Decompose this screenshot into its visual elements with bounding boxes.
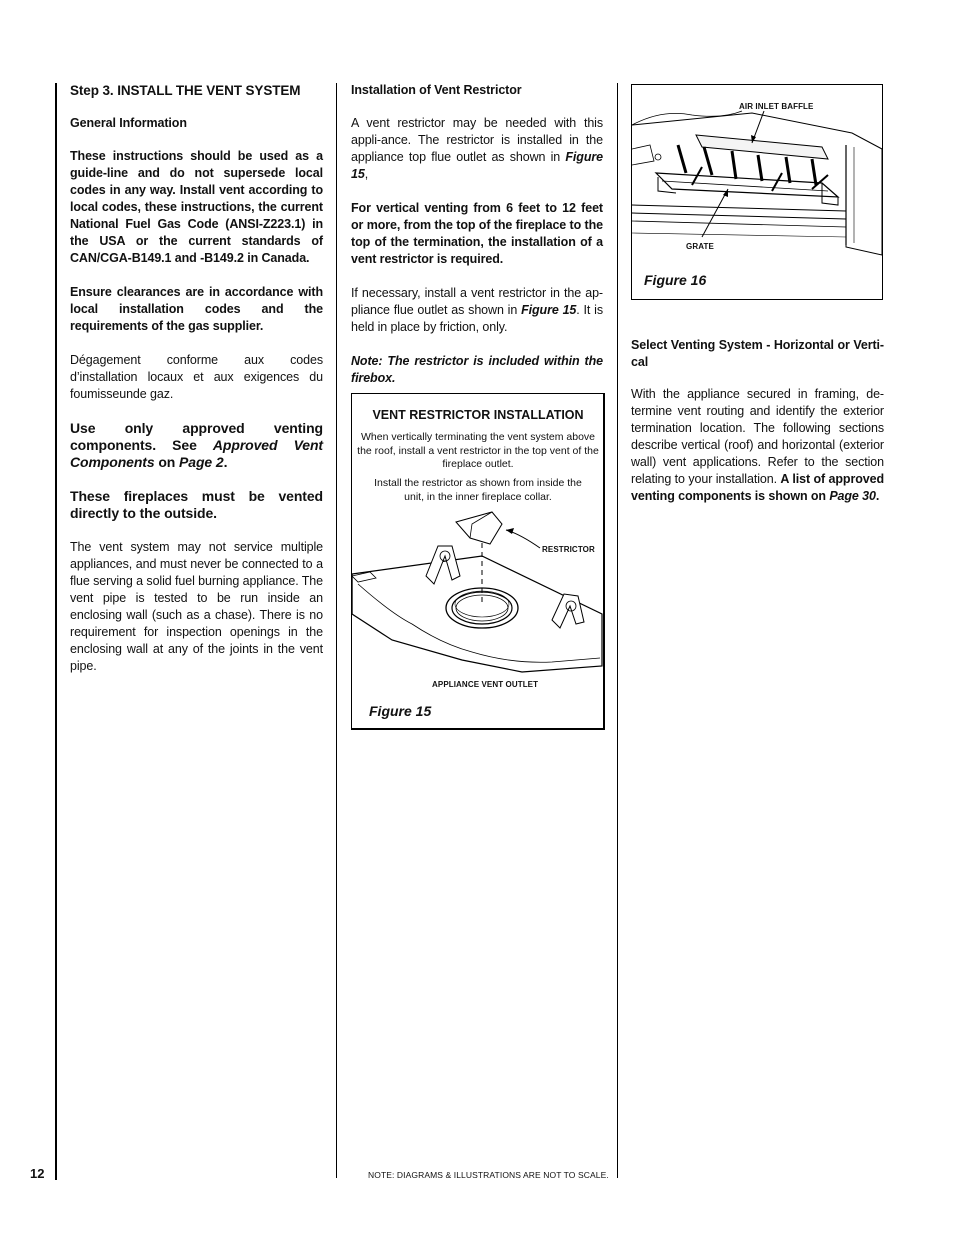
restrictor-paragraph-1 <box>351 115 603 183</box>
restrictor-label: RESTRICTOR <box>542 545 595 554</box>
figure-16-box <box>631 84 883 300</box>
venting-end: . <box>875 489 880 503</box>
para2-text: If necessary, install a vent restrictor in the ap-pliance flue outlet as shown in <box>351 286 603 317</box>
figure-15-link-2[interactable]: Figure 15 <box>521 303 577 317</box>
step-heading: Step 3. INSTALL THE VENT SYSTEM <box>70 83 301 98</box>
column-1 <box>70 82 323 692</box>
figure-15-link-1[interactable]: Figure 15 <box>351 150 603 181</box>
vent-system-paragraph: The vent system may not service multiple appliances, and must never be connected to a flue serving a solid fuel burning appliance. The vent pipe is tested to be run inside an enclosing wall (such as a chase). There is no requirement for inspection openings in the enclosing wall at any of the joints in the vent pipe. <box>70 540 323 673</box>
para1-text: A vent restrictor may be needed with this appli-ance. The restrictor is installed in the appliance top flue outlet as shown in <box>351 116 603 164</box>
grate-label: GRATE <box>686 242 714 251</box>
para2-end: . It is held in place by friction, only. <box>351 303 603 334</box>
venting-text: With the appliance secured in framing, de-termine vent routing and identify the exterior termination location. The following sections describe vertical (roof) and horizontal (exterior wall) vent applications. Refer to the section relating to your installation. <box>631 387 884 486</box>
page-number: 12 <box>30 1166 45 1181</box>
page-30-link[interactable]: Page 30 <box>829 489 876 503</box>
column-2 <box>351 82 603 404</box>
venting-bold-text: A list of approved venting components is shown on <box>631 472 884 503</box>
venting-system-heading: Select Venting System - Horizontal or Verti-cal <box>631 338 884 369</box>
column-3 <box>631 337 884 522</box>
grate-illustration <box>632 85 882 299</box>
venting-system-paragraph <box>631 386 884 505</box>
figure-15-text-1: When vertically terminating the vent system above the roof, install a vent restrictor in the top vent of the fireplace outlet. <box>357 431 599 470</box>
page-2-link[interactable]: Page 2 <box>179 454 224 470</box>
left-margin-rule <box>55 83 57 1180</box>
approved-components-paragraph <box>70 420 323 471</box>
figure-15-text-2: Install the restrictor as shown from inside the unit, in the inner fireplace collar. <box>374 477 582 503</box>
vent-outlet-illustration <box>352 494 604 694</box>
figure-15-caption: Figure 15 <box>369 703 432 719</box>
column-divider-1 <box>336 83 337 1178</box>
figure-15-title: VENT RESTRICTOR INSTALLATION <box>372 408 584 422</box>
vented-outside-paragraph: These fireplaces must be vented directly to the outside. <box>70 488 323 521</box>
french-paragraph: Dégagement conforme aux codes d’installation locaux et aux exigences du foumisseunde gaz. <box>70 353 323 401</box>
general-info-heading: General Information <box>70 116 187 130</box>
air-inlet-baffle-label: AIR INLET BAFFLE <box>739 102 814 111</box>
not-to-scale-note: NOTE: DIAGRAMS & ILLUSTRATIONS ARE NOT TO SCALE. <box>368 1170 609 1180</box>
restrictor-heading: Installation of Vent Restrictor <box>351 83 522 97</box>
figure-16-caption: Figure 16 <box>644 272 707 288</box>
para1-end: , <box>364 167 369 181</box>
vertical-venting-paragraph: For vertical venting from 6 feet to 12 feet or more, from the top of the fireplace to the top of the termination, the installation of a vent restrictor is required. <box>351 201 603 266</box>
figure-15-box <box>351 393 605 730</box>
restrictor-note: Note: The restrictor is included within the firebox. <box>351 354 603 385</box>
column-divider-2 <box>617 83 618 1178</box>
codes-paragraph: These instructions should be used as a guide-line and do not supersede local codes in any way. Install vent according to local codes, these instructions, the current National Fuel Gas Code (ANSI-Z223.1) in the USA or the current standards of CAN/CGA-B149.1 and -B149.2 in Canada. <box>70 149 323 265</box>
approved-components-link[interactable]: Approved Vent Components <box>70 437 323 470</box>
approved-prefix: Use only approved venting components. See <box>70 420 323 453</box>
approved-mid: on <box>154 454 180 470</box>
restrictor-paragraph-2 <box>351 285 603 336</box>
clearances-paragraph: Ensure clearances are in accordance with local installation codes and the requirements of the gas supplier. <box>70 285 323 333</box>
approved-end: . <box>223 454 228 470</box>
appliance-vent-outlet-label: APPLIANCE VENT OUTLET <box>432 680 539 689</box>
